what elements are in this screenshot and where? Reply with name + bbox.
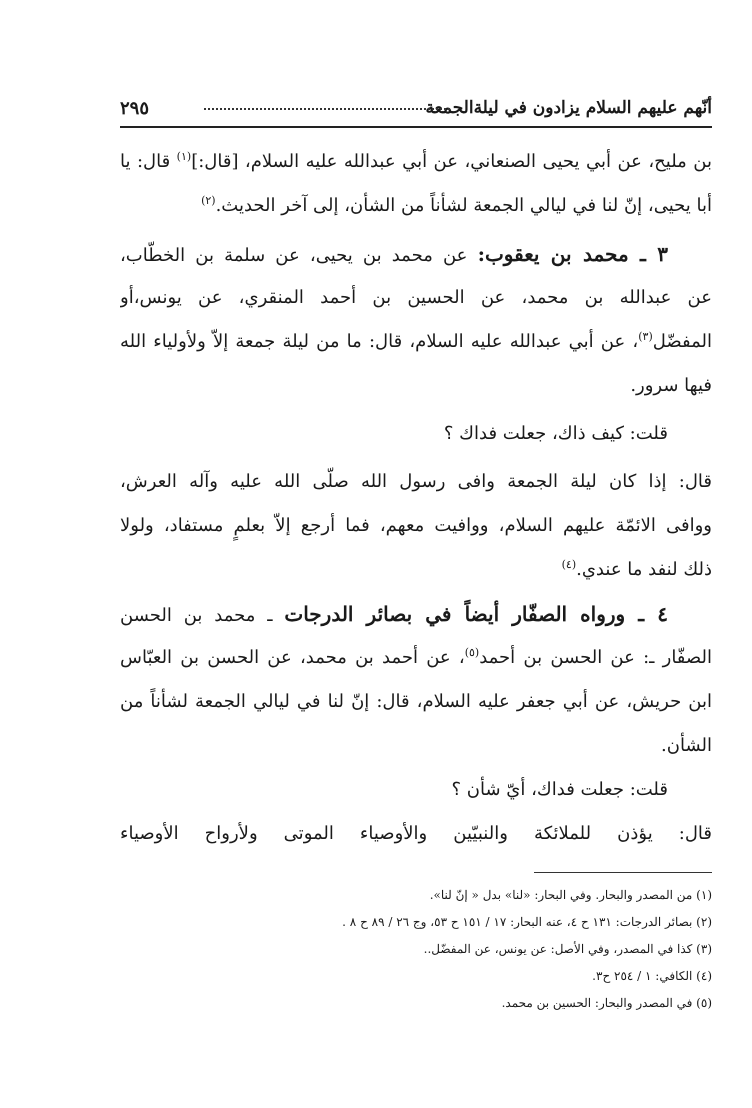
text-line: ذلك لنفد ما عندي.$^{(٤)}$ [561, 558, 712, 580]
text-line: أبا يحيى، إنّ لنا في ليالي الجمعة لشأناً من الشأن، إلى آخر الحديث.$^{(٢)}$ [201, 194, 712, 216]
footnote: (٥) في المصدر والبحار: الحسين بن محمد. [501, 996, 712, 1010]
text-line: المفضّل$^{(٣)}$، عن أبي عبدالله عليه السلام، قال: ما من ليلة جمعة إلاّ ولأولياء الله [120, 330, 712, 352]
text-line: الشأن. [661, 735, 712, 756]
page-number: ٢٩٥ [120, 98, 150, 119]
footnote: (٤) الكافي: ١ / ٢٥٤ ح٣. [592, 969, 712, 983]
text-line: فيها سرور. [630, 375, 712, 396]
text-line: قلت: جعلت فداك، أيّ شأن ؟ [451, 779, 668, 800]
text-line: عن عبدالله بن محمد، عن الحسين بن أحمد المنقري، عن يونس،أو [120, 287, 712, 308]
text-line: الصفّار ـ: عن الحسن بن أحمد$^{(٥)}$، عن أحمد بن محمد، عن الحسن بن العبّاس [120, 646, 712, 668]
footnote-ref: (٤) [561, 558, 577, 571]
hadith-heading: ٤ ـ ورواه الصفّار أيضاً في بصائر الدرجات [284, 602, 668, 626]
text-line: ٣ ـ محمد بن يعقوب: عن محمد بن يحيى، عن سلمة بن الخطّاب، [120, 242, 669, 266]
footnote-ref: (٣) [638, 330, 653, 343]
footnote: (٣) كذا في المصدر، وفي الأصل: عن يونس، عن المفضّل.. [423, 942, 712, 956]
footnote-ref: (١) [176, 150, 192, 163]
text-line: ٤ ـ ورواه الصفّار أيضاً في بصائر الدرجات ـ محمد بن الحسن [120, 602, 668, 626]
text-line: ووافى الائمّة عليهم السلام، ووافيت معهم، فما أرجع إلاّ بعلمٍ مستفاد، ولولا [120, 515, 712, 536]
text-line: ابن حريش، عن أبي جعفر عليه السلام، قال: إنّ لنا في ليالي الجمعة لشأناً من [120, 691, 712, 712]
footnotes [120, 882, 712, 1017]
footnote-ref: (٢) [201, 194, 216, 207]
text-line: بن مليح، عن أبي يحيى الصنعاني، عن أبي عبدالله عليه السلام، [قال:]$^{(١)}$ قال: يا [120, 150, 712, 172]
hadith-heading: ٣ ـ محمد بن يعقوب: [477, 242, 669, 266]
text-line: قال: يؤذن للملائكة والنبيّين والأوصياء الموتى ولأرواح الأوصياء [120, 823, 712, 844]
footnote-ref: (٥) [464, 646, 480, 659]
footnote: (١) من المصدر والبحار. وفي البحار: «لنا» بدل « إنّ لنا». [429, 888, 712, 902]
footnote-separator [534, 872, 712, 873]
text-line: قلت: كيف ذاك، جعلت فداك ؟ [443, 423, 668, 444]
footnote: (٢) بصائر الدرجات: ١٣١ ح ٤، عنه البحار: ١٧ / ١٥١ ح ٥٣، وج ٢٦ / ٨٩ ح ٨ . [342, 915, 712, 929]
body-text [120, 140, 712, 856]
header-dot-leader [204, 108, 450, 110]
running-header [120, 96, 712, 128]
header-title: أنّهم عليهم السلام يزادون في ليلةالجمعة [425, 98, 712, 118]
text-line: قال: إذا كان ليلة الجمعة وافى رسول الله صلّى الله عليه وآله العرش، [120, 471, 712, 492]
